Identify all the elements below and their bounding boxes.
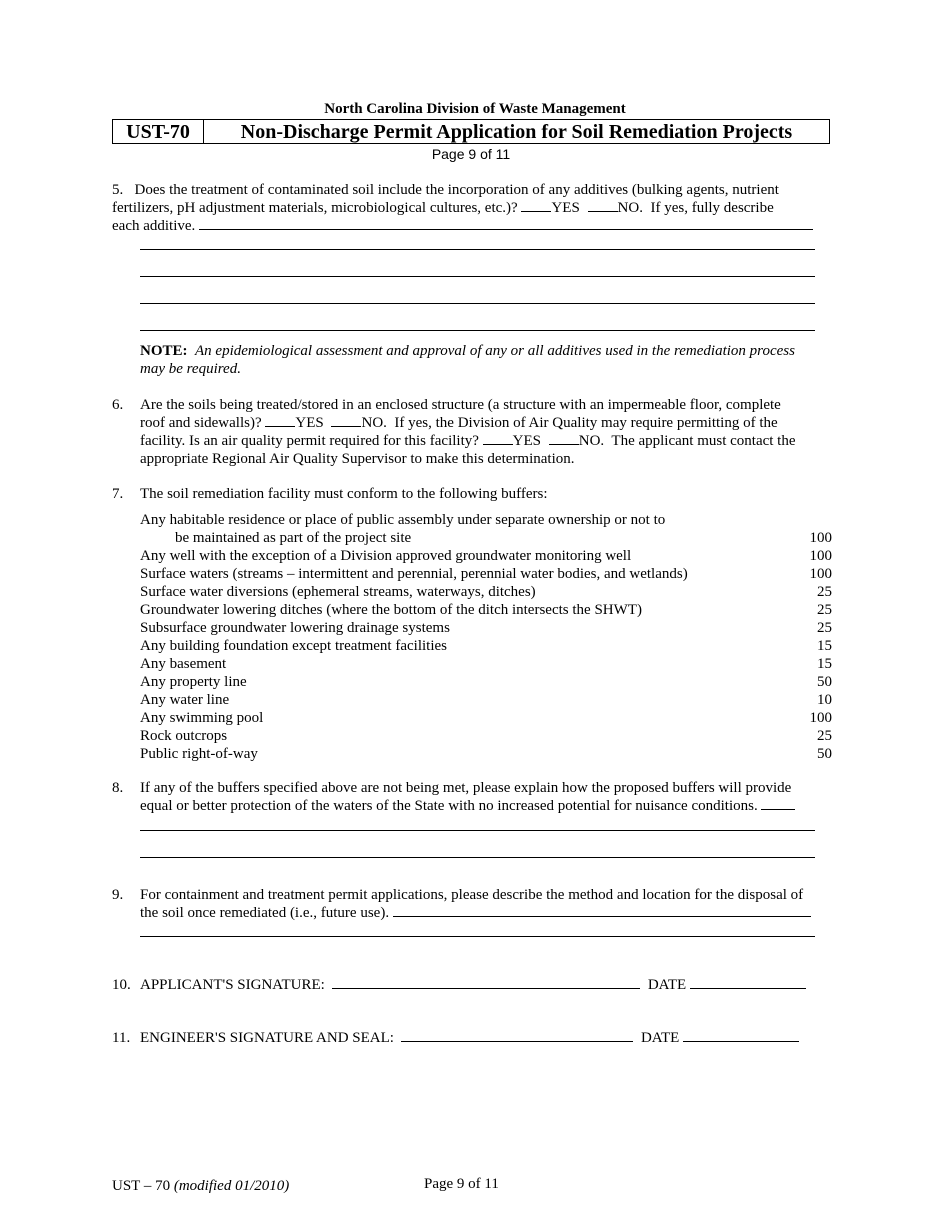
q5-answer-line-2[interactable]: [140, 276, 815, 277]
buffer-row: [140, 745, 832, 763]
buffer-label: Any swimming pool: [140, 710, 264, 726]
q6-yes-label-1: YES: [295, 415, 324, 431]
buffer-label: Surface waters (streams – intermittent and perennial, perennial water bodies, and wetlands): [140, 566, 688, 582]
buffer-row: [140, 619, 832, 637]
buffer-label: Any building foundation except treatment facilities: [140, 638, 447, 654]
buffer-distance: 10: [817, 692, 832, 708]
q5-text-line2b: If yes, fully describe: [650, 200, 774, 216]
q6-line1: Are the soils being treated/stored in an enclosed structure (a structure with an impermeable floor, complete: [140, 397, 781, 413]
q5-yes-label: YES: [551, 200, 580, 216]
buffer-distance: 15: [817, 638, 832, 654]
q6-line2b: If yes, the Division of Air Quality may require permitting of the: [394, 415, 778, 431]
q5-number: 5.: [112, 182, 124, 198]
buffer-distance: 100: [809, 548, 832, 564]
q6-number: 6.: [112, 397, 124, 413]
applicant-signature-label: APPLICANT'S SIGNATURE:: [140, 977, 325, 993]
engineer-signature-field[interactable]: [401, 1029, 633, 1042]
q6-line2a: roof and sidewalls)?: [140, 415, 262, 431]
q6-permit-yes-blank[interactable]: [483, 432, 513, 445]
buffer-label: Groundwater lowering ditches (where the bottom of the ditch intersects the SHWT): [140, 602, 642, 618]
buffer-distance: 25: [817, 728, 832, 744]
buffer-label: Surface water diversions (ephemeral streams, waterways, ditches): [140, 584, 536, 600]
q7-text: The soil remediation facility must conform to the following buffers:: [140, 486, 548, 502]
q5-text-line2a: fertilizers, pH adjustment materials, microbiological cultures, etc.)?: [112, 200, 518, 216]
q8-answer-line-2[interactable]: [140, 857, 815, 858]
question-11: [140, 1029, 799, 1047]
buffer-distance: 50: [817, 674, 832, 690]
question-9: [140, 886, 840, 922]
buffer-distance: 100: [809, 566, 832, 582]
q11-number: 11.: [112, 1030, 131, 1046]
q8-line2: equal or better protection of the waters of the State with no increased potential for nuisance conditions.: [140, 798, 758, 814]
q5-no-label: NO.: [617, 200, 643, 216]
q5-text-line1: Does the treatment of contaminated soil include the incorporation of any additives (bulking agents, nutrient: [134, 182, 779, 198]
q6-enclosed-yes-blank[interactable]: [265, 414, 295, 427]
buffer-label: Any well with the exception of a Division approved groundwater monitoring well: [140, 548, 632, 564]
buffer-row: [140, 637, 832, 655]
buffer-row: [140, 691, 832, 709]
note-text-line2: may be required.: [140, 361, 241, 377]
q6-yes-label-2: YES: [512, 433, 541, 449]
buffer-row: [140, 655, 832, 673]
buffer-label: Any water line: [140, 692, 230, 708]
q9-line2: the soil once remediated (i.e., future use).: [140, 905, 390, 921]
q5-answer-line-1[interactable]: [140, 249, 815, 250]
buffer-label: Subsurface groundwater lowering drainage systems: [140, 620, 450, 636]
q8-number: 8.: [112, 780, 124, 796]
question-6: [140, 396, 840, 468]
note-text-line1: An epidemiological assessment and approval of any or all additives used in the remediation process: [195, 343, 795, 359]
q8-answer-line-1[interactable]: [140, 830, 815, 831]
question-8: [140, 779, 840, 815]
buffer-distance: 100: [809, 530, 832, 546]
footer-form-ref: [112, 1178, 289, 1195]
page-number-top: Page 9 of 11: [431, 146, 511, 162]
q5-text-line3: each additive.: [112, 218, 196, 234]
q6-line3a: facility. Is an air quality permit required for this facility?: [140, 433, 479, 449]
buffer-distance: 100: [809, 710, 832, 726]
q10-number: 10.: [112, 977, 131, 993]
q6-line3b: The applicant must contact the: [611, 433, 796, 449]
question-5: [112, 181, 842, 235]
buffer-row: [140, 727, 832, 745]
q5-note: [140, 342, 840, 378]
form-title: Non-Discharge Permit Application for Soil Remediation Projects: [240, 121, 793, 143]
buffer-distance: 50: [817, 746, 832, 762]
engineer-date-label: DATE: [640, 1030, 680, 1046]
buffer-distance: 25: [817, 602, 832, 618]
form-title-box: [112, 119, 830, 144]
applicant-signature-field[interactable]: [332, 976, 640, 989]
q5-yes-blank[interactable]: [521, 199, 551, 212]
buffer-label: Rock outcrops: [140, 728, 228, 744]
buffer-row: [140, 673, 832, 691]
buffer-row: [140, 583, 832, 601]
engineer-signature-label: ENGINEER'S SIGNATURE AND SEAL:: [140, 1030, 394, 1046]
form-code: UST-70: [113, 120, 204, 143]
applicant-date-field[interactable]: [690, 976, 806, 989]
q9-answer-blank[interactable]: [393, 904, 811, 917]
agency-name: North Carolina Division of Waste Management: [324, 101, 626, 117]
q6-permit-no-blank[interactable]: [549, 432, 579, 445]
buffer-row: [140, 565, 832, 583]
q8-answer-blank[interactable]: [761, 797, 795, 810]
buffer-row: [140, 709, 832, 727]
q5-additive-blank[interactable]: [199, 217, 813, 230]
q5-answer-line-4[interactable]: [140, 330, 815, 331]
buffer-distance: 25: [817, 620, 832, 636]
q8-line1: If any of the buffers specified above are not being met, please explain how the proposed buffers will provide: [140, 780, 792, 796]
q7-number: 7.: [112, 486, 124, 502]
buffer-distance: 25: [817, 584, 832, 600]
footer-modified: (modified 01/2010): [173, 1178, 290, 1194]
question-10: [140, 976, 806, 994]
q6-no-label-2: NO.: [578, 433, 605, 449]
q6-line4: appropriate Regional Air Quality Supervisor to make this determination.: [140, 451, 575, 467]
note-label: NOTE:: [140, 343, 188, 359]
buffer-row: [140, 601, 832, 619]
buffer-row: [140, 529, 832, 547]
buffer-distance: 15: [817, 656, 832, 672]
footer-form-code: UST – 70: [112, 1178, 171, 1194]
q6-no-label-1: NO.: [361, 415, 387, 431]
buffer-label: Any basement: [140, 656, 227, 672]
q9-line1: For containment and treatment permit applications, please describe the method and location for the disposal of: [140, 887, 804, 903]
applicant-date-label: DATE: [647, 977, 687, 993]
q9-number: 9.: [112, 887, 124, 903]
buffer-row-label: Any habitable residence or place of public assembly under separate ownership or not to: [140, 512, 666, 528]
buffer-label: be maintained as part of the project site: [175, 530, 412, 546]
q5-answer-line-3[interactable]: [140, 303, 815, 304]
q9-answer-line-1[interactable]: [140, 936, 815, 937]
q5-no-blank[interactable]: [588, 199, 618, 212]
engineer-date-field[interactable]: [683, 1029, 799, 1042]
q6-enclosed-no-blank[interactable]: [331, 414, 361, 427]
buffer-row: [140, 547, 832, 565]
footer-page-number: Page 9 of 11: [424, 1176, 499, 1192]
buffer-label: Any property line: [140, 674, 247, 690]
buffer-label: Public right-of-way: [140, 746, 258, 762]
